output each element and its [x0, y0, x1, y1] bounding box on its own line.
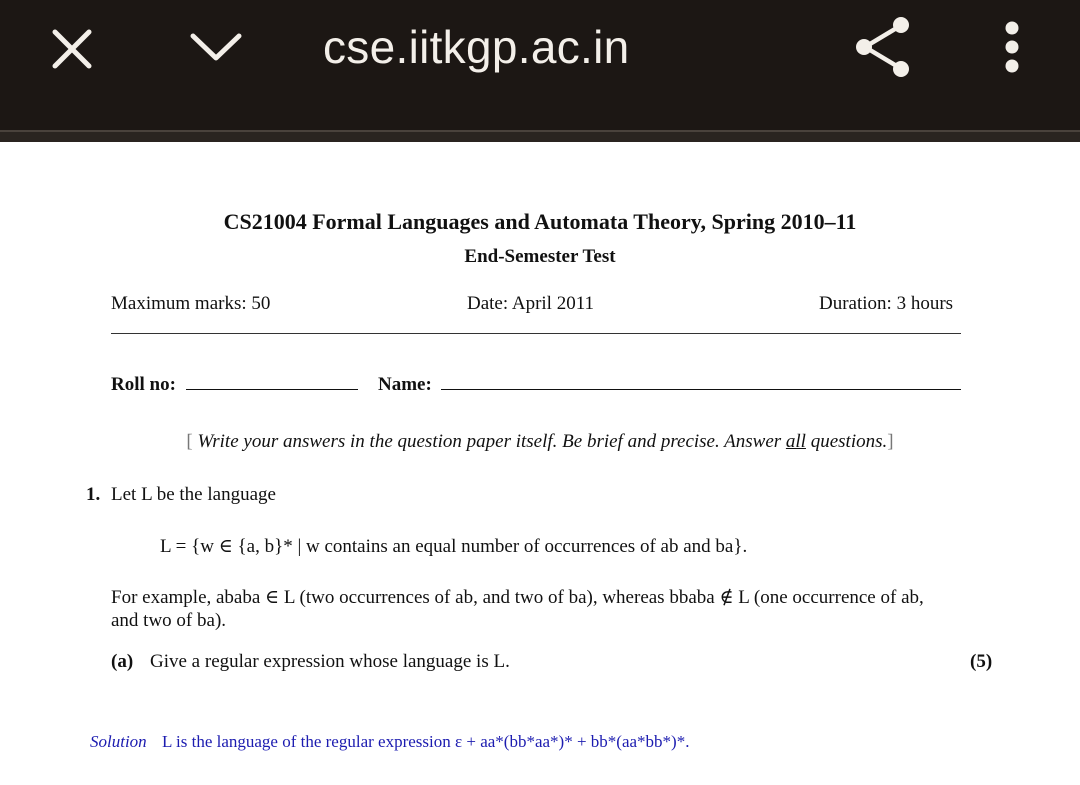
solution-text: L is the language of the regular expression ε + aa*(bb*aa*)* + bb*(aa*bb*)*.: [162, 732, 690, 751]
exam-date: Date: April 2011: [467, 293, 594, 314]
doc-subtitle: End-Semester Test: [464, 246, 616, 267]
language-definition: L = {w ∈ {a, b}* | w contains an equal number of occurrences of ab and ba}.: [160, 536, 748, 557]
question-intro: Let L be the language: [111, 484, 276, 505]
browser-toolbar: [0, 0, 1080, 130]
name-label: Name:: [378, 374, 432, 395]
instructions: [0, 431, 1080, 453]
name-blank: [441, 389, 961, 390]
chevron-down-icon[interactable]: [188, 30, 244, 64]
document-page: [0, 142, 1080, 785]
example-line-1: For example, ababa ∈ L (two occurrences of ab, and two of ba), whereas bbaba ∉ L (one occurrence of ab,: [111, 587, 924, 608]
part-a-text: Give a regular expression whose language is L.: [150, 651, 510, 672]
roll-no-blank: [186, 389, 358, 390]
instructions-text: Write your answers in the question paper itself. Be brief and precise. Answer: [197, 431, 786, 452]
roll-no-label: Roll no:: [111, 374, 176, 395]
url-text[interactable]: cse.iitkgp.ac.in: [323, 21, 630, 73]
doc-title: CS21004 Formal Languages and Automata Theory, Spring 2010–11: [223, 209, 857, 234]
header-divider: [111, 333, 961, 334]
solution-label: Solution: [90, 732, 147, 751]
bracket-close: ]: [887, 431, 894, 452]
share-icon[interactable]: [852, 15, 914, 79]
example-line-2: and two of ba).: [111, 610, 227, 631]
toolbar-divider: [0, 130, 1080, 142]
instructions-text-end: questions.: [805, 431, 888, 452]
instructions-emph: all: [785, 431, 806, 452]
question-number: 1.: [86, 484, 101, 505]
bracket-open: [: [186, 431, 198, 452]
more-vert-icon[interactable]: [998, 20, 1026, 74]
part-a-label: (a): [111, 651, 134, 672]
close-icon[interactable]: [50, 27, 94, 71]
exam-duration: Duration: 3 hours: [819, 293, 954, 314]
part-a-marks: (5): [970, 651, 993, 672]
max-marks: Maximum marks: 50: [111, 293, 271, 314]
